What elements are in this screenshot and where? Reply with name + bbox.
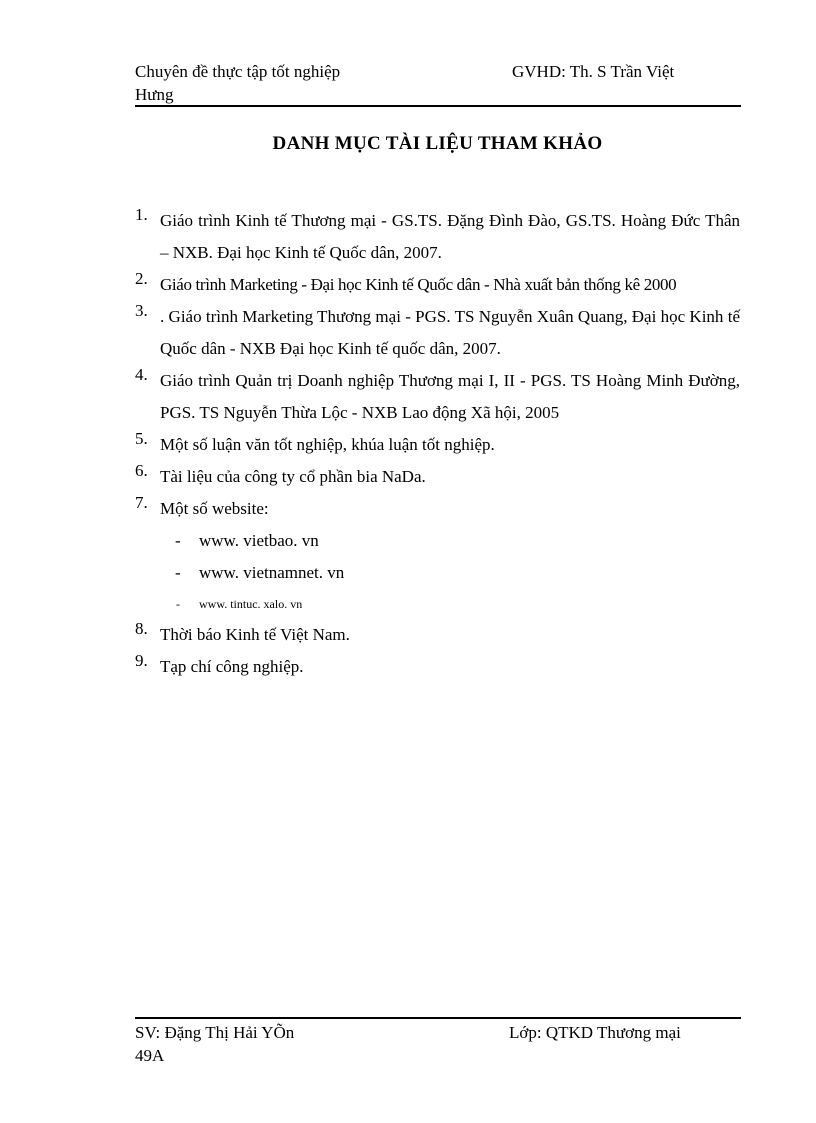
reference-item [135,619,740,651]
reference-item [135,365,740,429]
website-dash: - [175,531,181,550]
header-advisor-surname: Hưng [135,85,174,104]
reference-text: Giáo trình Marketing - Đại học Kinh tế Quốc dân - Nhà xuất bản thống kê 2000 [160,275,677,294]
header-advisor: GVHD: Th. S Trần Việt [512,62,675,81]
website-text: www. vietbao. vn [199,531,319,550]
reference-text: Giáo trình Quản trị Doanh nghiệp Thương mại I, II - PGS. TS Hoàng Minh Đường, PGS. TS Nguyễn Thừa Lộc - NXB Lao động Xã hội, 2005 [160,371,740,422]
reference-number: 2. [135,269,148,288]
website-item [135,525,740,557]
reference-item [135,461,740,493]
website-dash: - [176,597,180,611]
reference-number: 1. [135,205,148,224]
reference-number: 4. [135,365,148,384]
reference-number: 6. [135,461,148,480]
reference-item [135,651,740,683]
reference-text: Một số luận văn tốt nghiệp, khúa luận tốt nghiệp. [160,435,495,454]
website-text: www. vietnamnet. vn [199,563,345,582]
reference-text: Một số website: [160,499,269,518]
website-item [135,557,740,589]
footer-cohort: 49A [135,1046,165,1065]
website-text: www. tintuc. xalo. vn [199,597,303,611]
reference-number: 3. [135,301,148,320]
reference-number: 8. [135,619,148,638]
header-divider [135,105,741,107]
reference-number: 7. [135,493,148,512]
website-item [135,589,740,619]
reference-item [135,269,740,301]
reference-text: Tạp chí công nghiệp. [160,657,304,676]
reference-number: 5. [135,429,148,448]
reference-text: Tài liệu của công ty cổ phần bia NaDa. [160,467,426,486]
footer-student-name: SV: Đặng Thị Hải YÕn [135,1023,295,1042]
reference-list [135,205,740,683]
page-title: DANH MỤC TÀI LIỆU THAM KHẢO [272,133,603,154]
reference-text: Giáo trình Kinh tế Thương mại - GS.TS. Đặng Đình Đào, GS.TS. Hoàng Đức Thân – NXB. Đại học Kinh tế Quốc dân, 2007. [160,211,740,262]
footer-class: Lớp: QTKD Thương mại [509,1023,681,1042]
reference-item [135,493,740,525]
reference-item [135,429,740,461]
reference-number: 9. [135,651,148,670]
footer-divider [135,1017,741,1019]
reference-item [135,301,740,365]
reference-text: . Giáo trình Marketing Thương mại - PGS. TS Nguyễn Xuân Quang, Đại học Kinh tế Quốc dân - NXB Đại học Kinh tế quốc dân, 2007. [160,307,740,358]
reference-text: Thời báo Kinh tế Việt Nam. [160,625,350,644]
header-course-title: Chuyên đề thực tập tốt nghiệp [135,62,341,81]
website-dash: - [175,563,181,582]
reference-item [135,205,740,269]
